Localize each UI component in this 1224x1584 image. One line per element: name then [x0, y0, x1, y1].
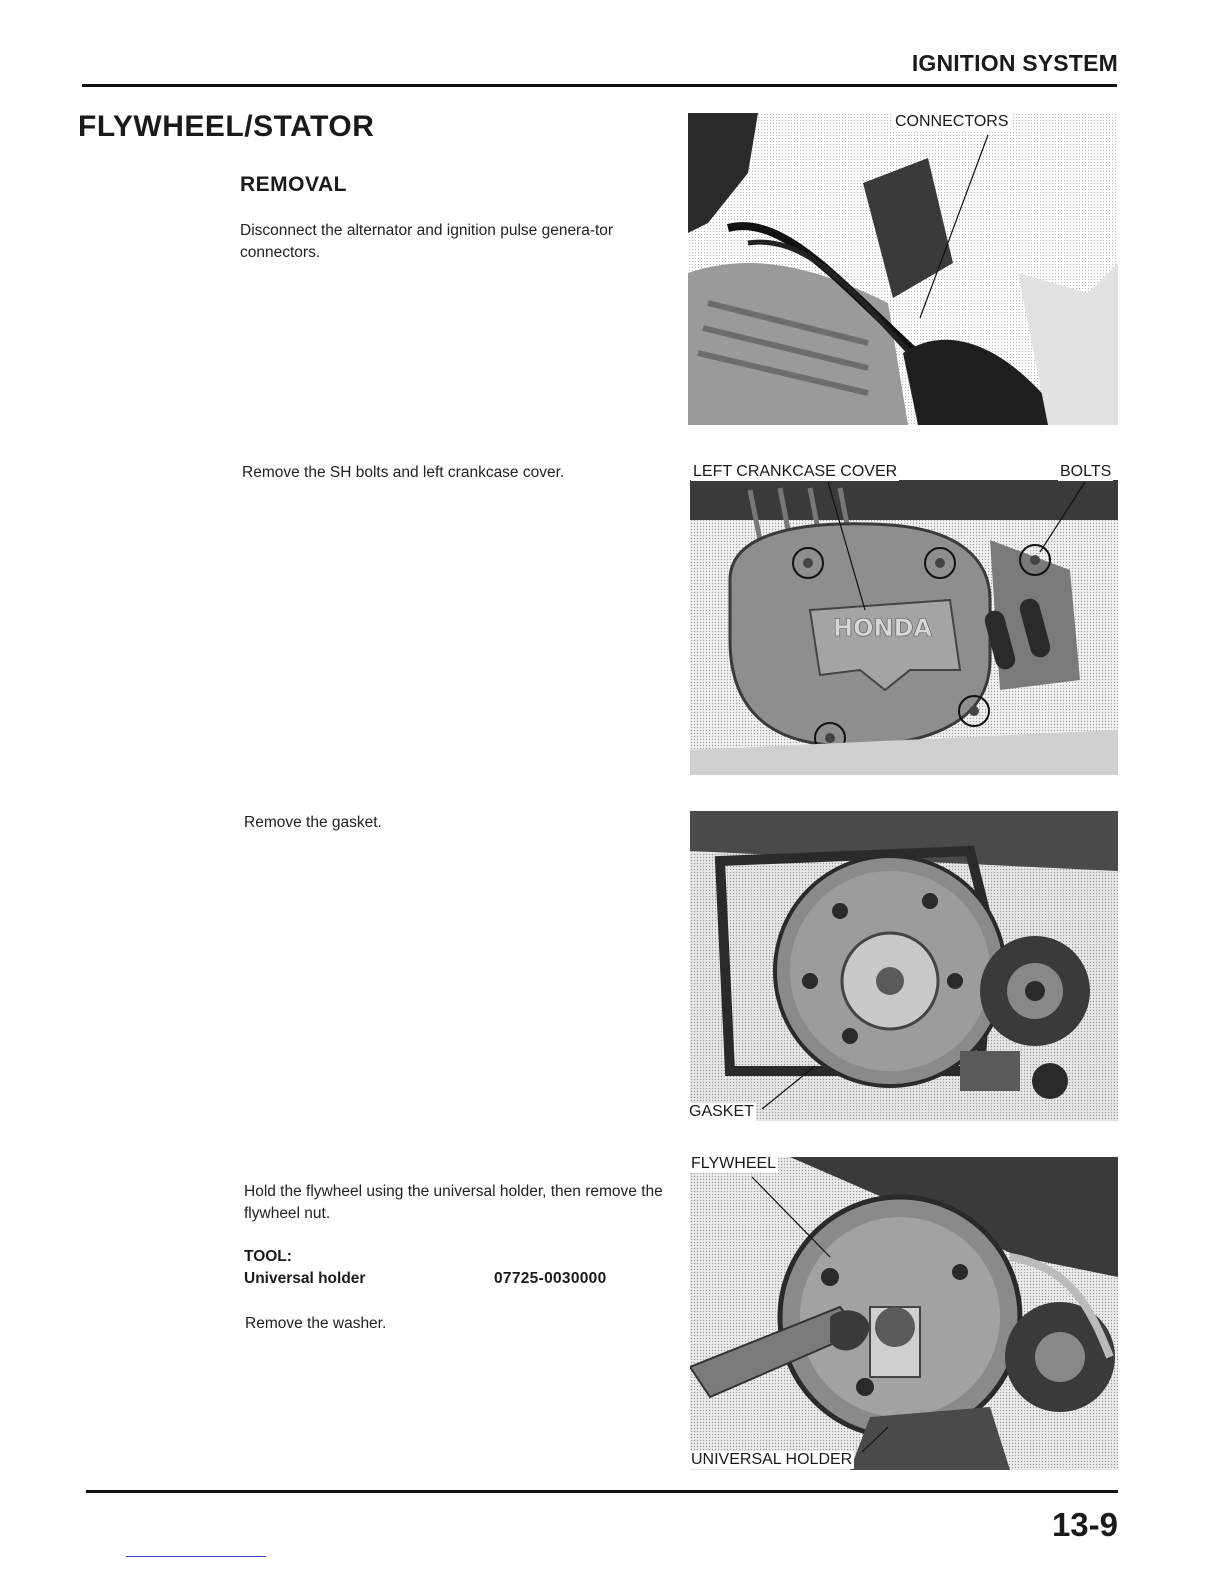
- step-remove-cover: Remove the SH bolts and left crankcase cover.: [242, 464, 565, 481]
- page-number: 13-9: [1051, 1506, 1118, 1543]
- bolts-label: BOLTS: [1060, 463, 1112, 480]
- figure-crankcase-cover-photo: [690, 480, 1118, 775]
- gasket-label: GASKET: [689, 1103, 754, 1120]
- header-rule: [82, 84, 1117, 87]
- footer-link-underline: [126, 1556, 266, 1557]
- left-crankcase-cover-label: LEFT CRANKCASE COVER: [693, 463, 898, 480]
- tool-name: Universal holder: [244, 1270, 366, 1287]
- tool-label: TOOL:: [244, 1248, 292, 1265]
- universal-holder-label: UNIVERSAL HOLDER: [691, 1451, 853, 1468]
- footer-rule: [86, 1490, 1118, 1493]
- honda-emblem: HONDA: [833, 614, 933, 642]
- step-disconnect-connectors: Disconnect the alternator and ignition pulse genera-tor connectors.: [240, 222, 614, 261]
- tool-number: 07725-0030000: [494, 1270, 607, 1287]
- page-title: FLYWHEEL/STATOR: [78, 110, 375, 143]
- section-subhead: REMOVAL: [240, 173, 347, 196]
- connectors-label: CONNECTORS: [895, 113, 1009, 130]
- section-header: IGNITION SYSTEM: [911, 50, 1118, 76]
- step-hold-flywheel: Hold the flywheel using the universal holder, then remove the flywheel nut.: [244, 1183, 663, 1222]
- flywheel-label: FLYWHEEL: [691, 1155, 777, 1172]
- figure-connectors-photo: [688, 113, 1118, 425]
- figure-gasket-photo: [690, 811, 1118, 1121]
- step-remove-washer: Remove the washer.: [245, 1315, 387, 1332]
- figure-flywheel-photo: [690, 1157, 1118, 1470]
- step-remove-gasket: Remove the gasket.: [244, 814, 382, 831]
